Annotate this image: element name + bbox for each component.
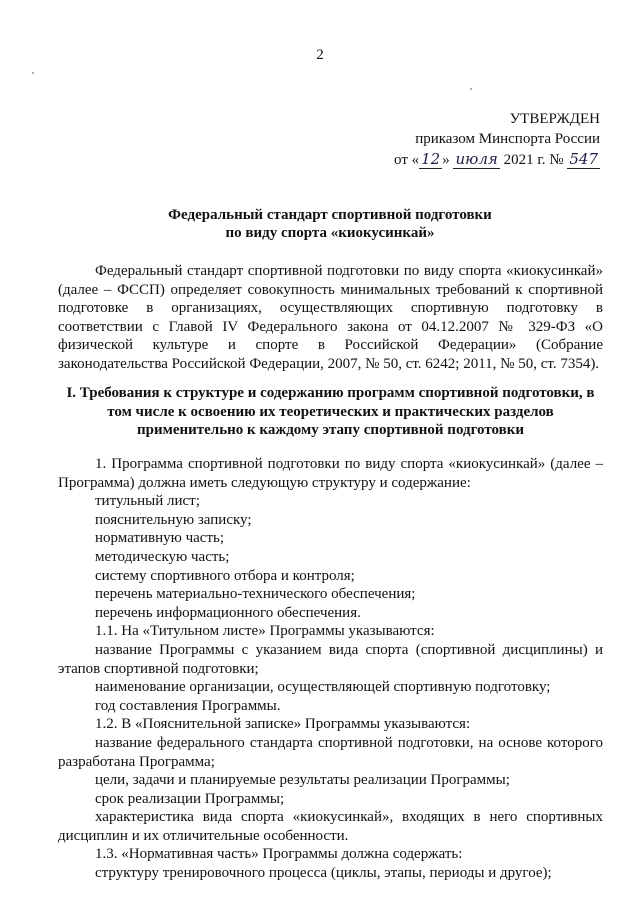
scan-speck: [32, 72, 34, 74]
scan-speck: [470, 88, 472, 90]
title-line-2: по виду спорта «киокусинкай»: [225, 225, 435, 241]
list-item: пояснительную записку;: [95, 511, 252, 528]
handwritten-day: 12: [421, 150, 441, 168]
body-text: [58, 455, 603, 883]
approval-date-line: [360, 149, 600, 170]
date-year: 2021 г. №: [503, 152, 564, 168]
list-item: перечень материально-технического обеспечения;: [95, 586, 416, 603]
document-title: [60, 206, 600, 242]
list-item: срок реализации Программы;: [95, 790, 285, 807]
list-item: титульный лист;: [95, 493, 200, 510]
approval-stamp: [360, 109, 600, 170]
list-item: характеристика вида спорта «киокусинкай», входящих в него спортивных дисциплин и их отличительные особенности.: [58, 809, 603, 844]
body-paragraph: 1.3. «Нормативная часть» Программы должна содержать:: [95, 846, 463, 863]
list-item: структуру тренировочного процесса (циклы, этапы, периоды и другое);: [95, 865, 552, 882]
intro-paragraph: Федеральный стандарт спортивной подготовки по виду спорта «киокусинкай» (далее – ФССП) определяет совокупность минимальных требований к спортивной подготовке в организациях, осуществляющих спортивную подготовку в соответствии с Главой IV Федерального закона от 04.12.2007 № 329-ФЗ «О физической культуре и спорте в Российской Федерации» (Собрание законодательства Российской Федерации, 2007, № 50, ст. 6242; 2011, № 50, ст. 7354).: [58, 263, 603, 372]
handwritten-order-number: 547: [569, 150, 598, 168]
list-item: год составления Программы.: [95, 697, 281, 714]
body-paragraph: 1. Программа спортивной подготовки по виду спорта «киокусинкай» (далее – Программа) должна иметь следующую структуру и содержание:: [58, 456, 603, 491]
date-day-suffix: »: [442, 152, 450, 168]
list-item: систему спортивного отбора и контроля;: [95, 567, 355, 584]
approval-order-line: приказом Минспорта России: [415, 131, 600, 147]
list-item: перечень информационного обеспечения.: [95, 604, 361, 621]
list-item: название Программы с указанием вида спорта (спортивной дисциплины) и этапов спортивной подготовки;: [58, 641, 603, 677]
list-item: цели, задачи и планируемые результаты реализации Программы;: [95, 772, 510, 789]
handwritten-month: июля: [455, 150, 498, 168]
date-prefix: от «: [394, 152, 420, 168]
list-item: наименование организации, осуществляющей спортивную подготовку;: [95, 679, 551, 696]
list-item: название федерального стандарта спортивной подготовки, на основе которого разработана Программа;: [58, 734, 603, 770]
list-item: методическую часть;: [95, 548, 230, 565]
section-heading: I. Требования к структуре и содержанию программ спортивной подготовки, в том числе к освоению их теоретических и практических разделов применительно к каждому этапу спортивной подготовки: [66, 385, 595, 439]
list-item: нормативную часть;: [95, 530, 225, 547]
body-paragraph: 1.1. На «Титульном листе» Программы указываются:: [95, 623, 435, 640]
approval-heading: УТВЕРЖДЕН: [509, 111, 600, 127]
body-paragraph: 1.2. В «Пояснительной записке» Программы указываются:: [95, 716, 471, 733]
page-number: 2: [316, 47, 324, 63]
title-line-1: Федеральный стандарт спортивной подготовки: [168, 207, 492, 223]
